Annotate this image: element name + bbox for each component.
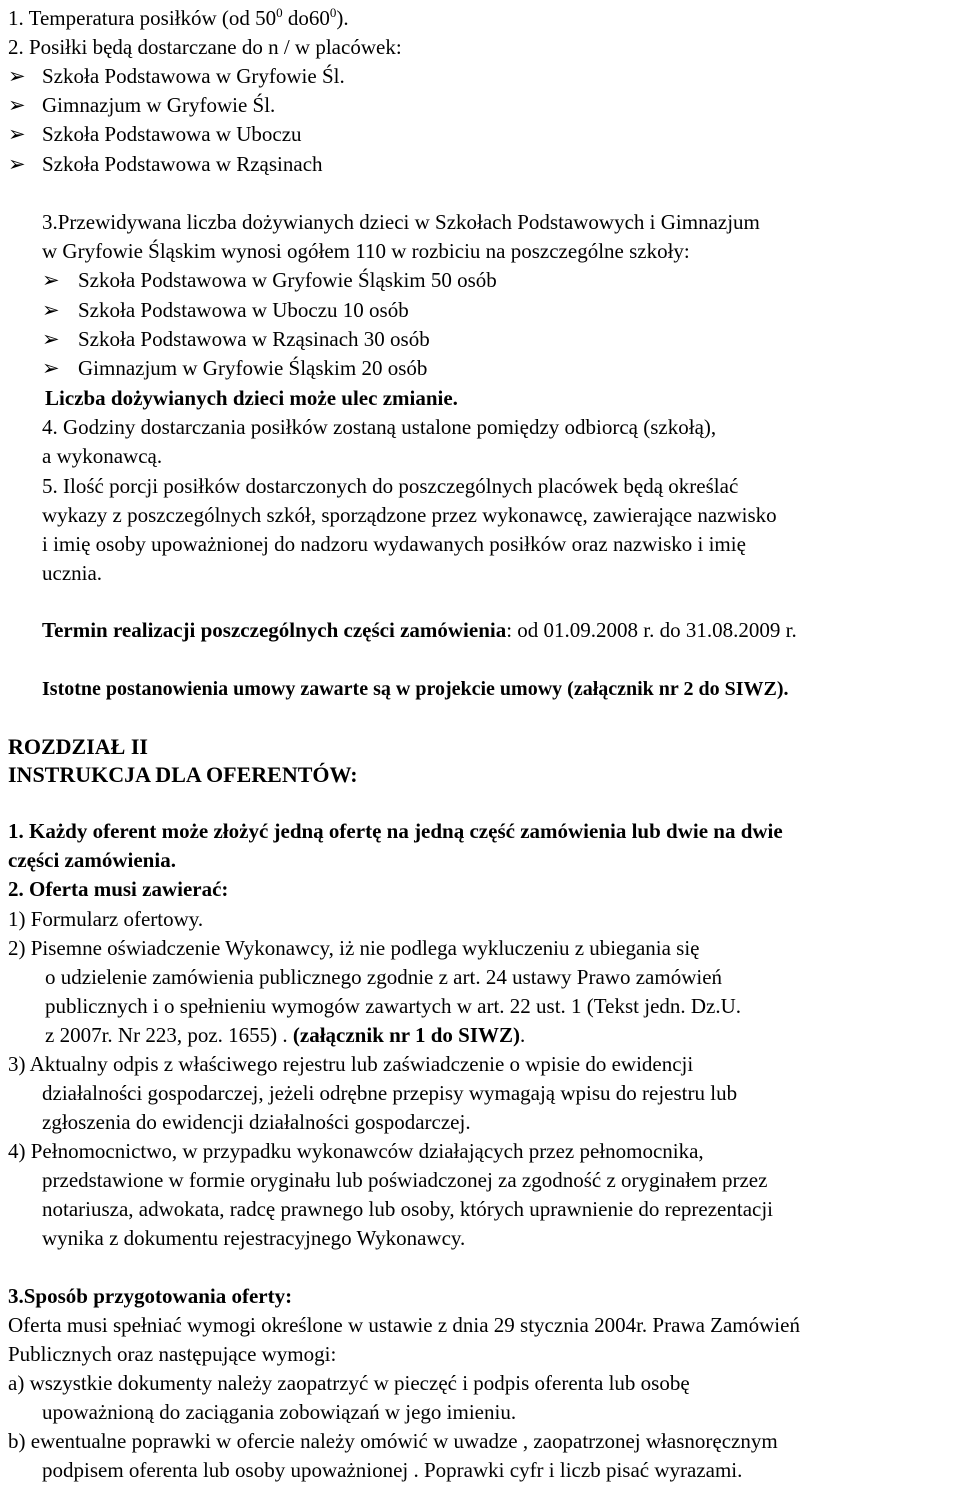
list-item: Szkoła Podstawowa w Uboczu xyxy=(42,122,302,146)
temperatura-mid: do60 xyxy=(282,6,330,30)
item-4-line3: notariusza, adwokata, radcę prawnego lub osoby, których uprawnienie do reprezentacji xyxy=(42,1197,774,1221)
item-2-line2: o udzielenie zamówienia publicznego zgodnie z art. 24 ustawy Prawo zamówień xyxy=(45,965,723,989)
arrow-bullet-icon: ➢ xyxy=(42,356,60,380)
item-3-line3: zgłoszenia do ewidencji działalności gospodarczej. xyxy=(42,1110,471,1134)
item-3-line1: 3) Aktualny odpis z właściwego rejestru lub zaświadczenie o wpisie do ewidencji xyxy=(8,1052,694,1076)
paragraph-5-line2: wykazy z poszczególnych szkół, sporządzone przez wykonawcę, zawierające nazwisko xyxy=(42,503,777,527)
list-item: Szkoła Podstawowa w Uboczu 10 osób xyxy=(78,298,409,322)
item-1: 1) Formularz ofertowy. xyxy=(8,907,204,931)
list-item: Szkoła Podstawowa w Rząsinach xyxy=(42,152,323,176)
point-1-line1: 1. Każdy oferent może złożyć jedną ofertę na jedną część zamówienia lub dwie na dwie xyxy=(8,819,783,843)
item-2-line4-text: z 2007r. Nr 223, poz. 1655) . xyxy=(45,1023,293,1047)
paragraph-4-line2: a wykonawcą. xyxy=(42,444,163,468)
istotne-line: Istotne postanowienia umowy zawarte są w projekcie umowy (załącznik nr 2 do SIWZ). xyxy=(42,678,789,700)
item-4-line1: 4) Pełnomocnictwo, w przypadku wykonawców działających przez pełnomocnika, xyxy=(8,1139,704,1163)
paragraph-5-line3: i imię osoby upoważnionej do nadzoru wydawanych posiłków oraz nazwisko i imię xyxy=(42,532,746,556)
item-4-line2: przedstawione w formie oryginału lub poświadczonej za zgodność z oryginałem przez xyxy=(42,1168,768,1192)
termin-line xyxy=(42,616,797,645)
item-a-line1: a) wszystkie dokumenty należy zaopatrzyć w pieczęć i podpis oferenta lub osobę xyxy=(8,1371,690,1395)
point-2-heading: 2. Oferta musi zawierać: xyxy=(8,877,229,901)
zalacznik-1-ref: (załącznik nr 1 do SIWZ) xyxy=(292,1023,521,1047)
list-item: Gimnazjum w Gryfowie Śl. xyxy=(42,93,276,117)
termin-dates: : od 01.09.2008 r. do 31.08.2009 r. xyxy=(506,618,797,642)
liczba-note: Liczba dożywianych dzieci może ulec zmianie. xyxy=(45,386,458,410)
instrukcja-heading: INSTRUKCJA DLA OFERENTÓW: xyxy=(8,762,358,787)
arrow-bullet-icon: ➢ xyxy=(8,152,26,176)
arrow-bullet-icon: ➢ xyxy=(8,64,26,88)
list-item: Szkoła Podstawowa w Rząsinach 30 osób xyxy=(78,327,430,351)
paragraph-3-line1: 3.Przewidywana liczba dożywianych dzieci w Szkołach Podstawowych i Gimnazjum xyxy=(42,210,760,234)
item-b-line2: podpisem oferenta lub osoby upoważnionej . Poprawki cyfr i liczb pisać wyrazami. xyxy=(42,1458,743,1482)
item-a-line2: upoważnioną do zaciągania zobowiązań w jego imieniu. xyxy=(42,1400,517,1424)
item-2-line1: 2) Pisemne oświadczenie Wykonawcy, iż nie podlega wykluczeniu z ubiegania się xyxy=(8,936,700,960)
sposob-heading: 3.Sposób przygotowania oferty: xyxy=(8,1284,293,1308)
temperatura-text: 1. Temperatura posiłków (od 50 xyxy=(8,6,277,30)
paragraph-3-line2: w Gryfowie Śląskim wynosi ogółem 110 w rozbiciu na poszczególne szkoły: xyxy=(42,239,690,263)
paragraph-5-line4: ucznia. xyxy=(42,561,103,585)
sposob-line1: Oferta musi spełniać wymogi określone w ustawie z dnia 29 stycznia 2004r. Prawa Zamówień xyxy=(8,1313,800,1337)
list-item: Szkoła Podstawowa w Gryfowie Śl. xyxy=(42,64,345,88)
item-b-line1: b) ewentualne poprawki w ofercie należy omówić w uwadze , zaopatrzonej własnoręcznym xyxy=(8,1429,778,1453)
paragraph-4-line1: 4. Godziny dostarczania posiłków zostaną ustalone pomiędzy odbiorcą (szkołą), xyxy=(42,415,717,439)
point-1-line2: części zamówienia. xyxy=(8,848,176,872)
line-temperatura xyxy=(8,4,349,33)
degree-sup-2: 0 xyxy=(329,5,337,20)
temperatura-end: ). xyxy=(336,6,349,30)
paragraph-5-line1: 5. Ilość porcji posiłków dostarczonych do poszczególnych placówek będą określać xyxy=(42,474,739,498)
line-posilki: 2. Posiłki będą dostarczane do n / w placówek: xyxy=(8,35,402,59)
item-2-line4 xyxy=(45,1021,525,1050)
arrow-bullet-icon: ➢ xyxy=(42,268,60,292)
termin-label: Termin realizacji poszczególnych części zamówienia xyxy=(42,618,507,642)
item-4-line4: wynika z dokumentu rejestracyjnego Wykonawcy. xyxy=(42,1226,466,1250)
item-2-end: . xyxy=(520,1023,526,1047)
item-3-line2: działalności gospodarczej, jeżeli odrębne przepisy wymagają wpisu do rejestru lub xyxy=(42,1081,738,1105)
sposob-line2: Publicznych oraz następujące wymogi: xyxy=(8,1342,337,1366)
list-item: Gimnazjum w Gryfowie Śląskim 20 osób xyxy=(78,356,428,380)
arrow-bullet-icon: ➢ xyxy=(8,93,26,117)
list-item: Szkoła Podstawowa w Gryfowie Śląskim 50 osób xyxy=(78,268,497,292)
arrow-bullet-icon: ➢ xyxy=(42,327,60,351)
degree-sup-1: 0 xyxy=(276,5,283,20)
arrow-bullet-icon: ➢ xyxy=(42,298,60,322)
item-2-line3: publicznych i o spełnieniu wymogów zawartych w art. 22 ust. 1 (Tekst jedn. Dz.U. xyxy=(45,994,742,1018)
rozdzial-heading: ROZDZIAŁ II xyxy=(8,734,148,759)
arrow-bullet-icon: ➢ xyxy=(8,122,26,146)
